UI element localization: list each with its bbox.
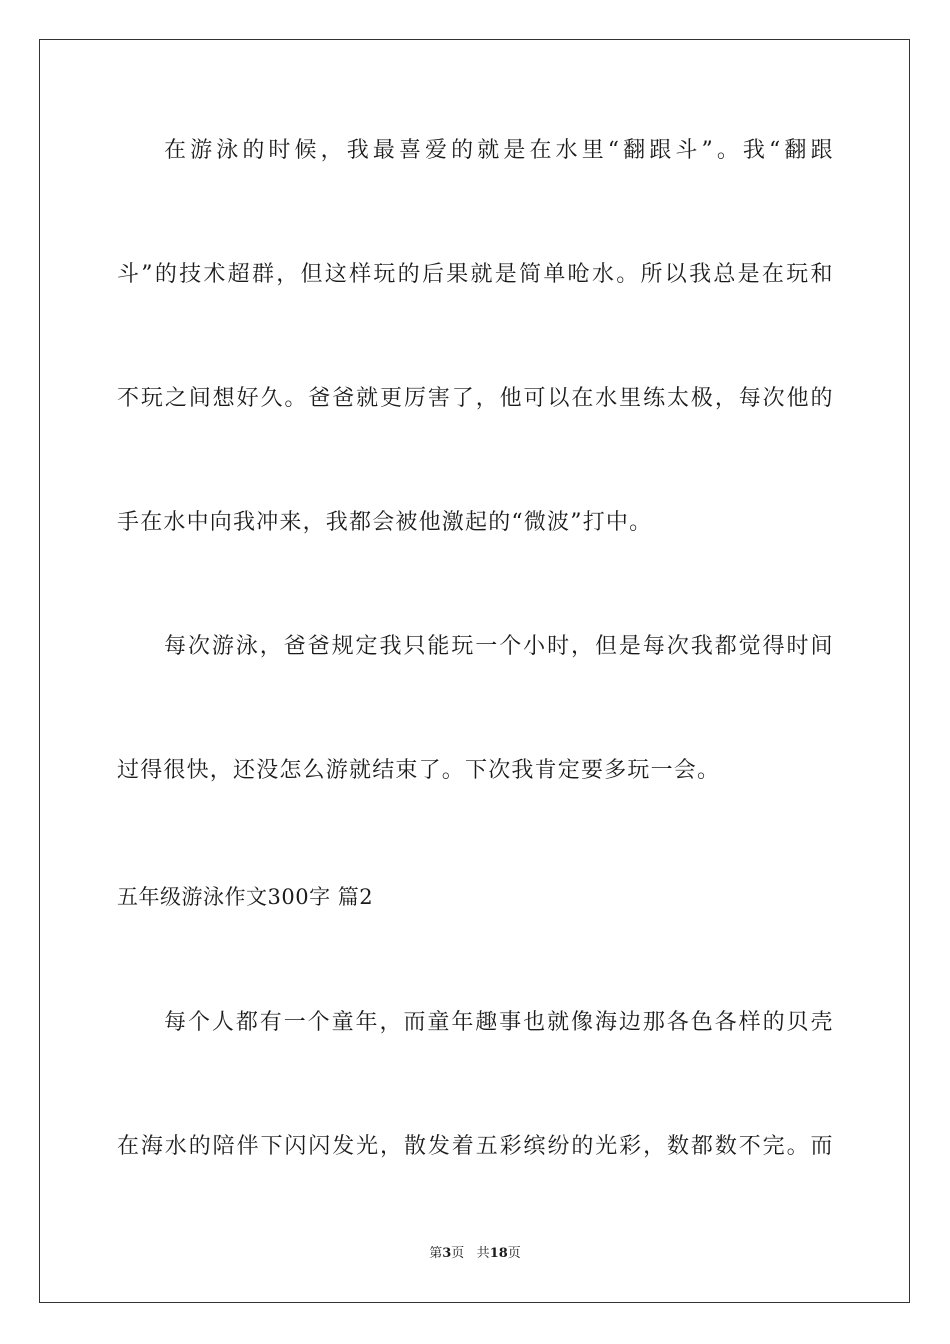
paragraph-2-line-2: 过得很快，还没怎么游就结束了。下次我肯定要多玩一会。 <box>117 758 721 783</box>
paragraph-1-line-4: 手在水中向我冲来，我都会被他激起的“微波”打中。 <box>117 510 653 535</box>
paragraph-2-line-1: 每次游泳，爸爸规定我只能玩一个小时，但是每次我都觉得时间 <box>164 634 833 659</box>
footer-page-suffix: 页 <box>451 1246 465 1261</box>
paragraph-3-line-1: 每个人都有一个童年，而童年趣事也就像海边那各色各样的贝壳 <box>164 1010 833 1035</box>
paragraph-1-line-3: 不玩之间想好久。爸爸就更厉害了，他可以在水里练太极，每次他的 <box>117 386 833 411</box>
page-footer <box>0 1245 950 1263</box>
current-page-number: 3 <box>442 1246 452 1261</box>
total-pages-number: 18 <box>489 1246 508 1261</box>
section-heading: 五年级游泳作文300字 篇2 <box>117 885 374 909</box>
footer-prefix: 第 <box>429 1246 443 1261</box>
paragraph-1-line-1: 在游泳的时候，我最喜爱的就是在水里“翻跟斗”。我“翻跟 <box>164 138 833 163</box>
footer-total-prefix: 共 <box>476 1246 490 1261</box>
page-border <box>39 39 910 1303</box>
footer-total-suffix: 页 <box>507 1246 521 1261</box>
paragraph-1-line-2: 斗”的技术超群，但这样玩的后果就是简单呛水。所以我总是在玩和 <box>117 262 833 287</box>
paragraph-3-line-2: 在海水的陪伴下闪闪发光，散发着五彩缤纷的光彩，数都数不完。而 <box>117 1134 833 1159</box>
